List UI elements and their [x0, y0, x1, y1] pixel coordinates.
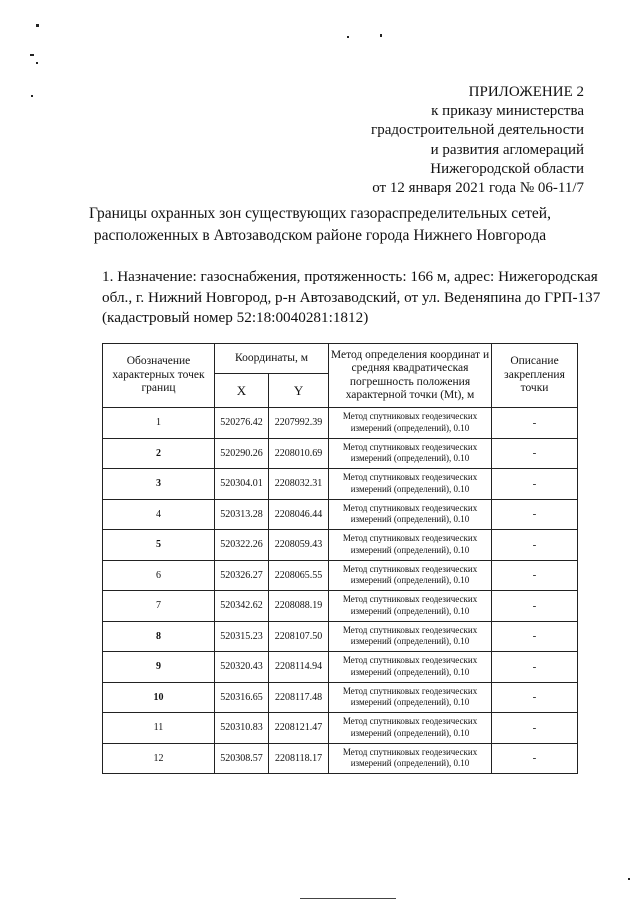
- point-number: 3: [103, 469, 215, 500]
- table-row: [103, 499, 578, 530]
- method-value: Метод спутниковых геодезических измерений (определений), 0.10: [329, 682, 492, 713]
- method-value: Метод спутниковых геодезических измерений (определений), 0.10: [329, 499, 492, 530]
- description-value: -: [492, 621, 578, 652]
- y-value: 2208118.17: [269, 743, 329, 774]
- scan-speck: [36, 62, 38, 64]
- description-value: -: [492, 591, 578, 622]
- y-value: 2207992.39: [269, 408, 329, 439]
- x-value: 520290.26: [215, 438, 269, 469]
- point-number: 6: [103, 560, 215, 591]
- scan-speck: [30, 54, 34, 56]
- point-number: 5: [103, 530, 215, 561]
- point-number: 1: [103, 408, 215, 439]
- header-x: X: [215, 374, 269, 408]
- y-value: 2208010.69: [269, 438, 329, 469]
- purpose-line: обл., г. Нижний Новгород, р-н Автозаводский, от ул. Веденяпина до ГРП-137: [102, 288, 601, 306]
- point-number: 9: [103, 652, 215, 683]
- method-value: Метод спутниковых геодезических измерений (определений), 0.10: [329, 438, 492, 469]
- header-point: Обозначение характерных точек границ: [103, 344, 215, 408]
- x-value: 520315.23: [215, 621, 269, 652]
- x-value: 520326.27: [215, 560, 269, 591]
- y-value: 2208117.48: [269, 682, 329, 713]
- scan-speck: [380, 34, 382, 37]
- page-footer-line: [300, 898, 396, 899]
- appendix-line: Нижегородской области: [430, 160, 584, 177]
- y-value: 2208121.47: [269, 713, 329, 744]
- table-row: [103, 591, 578, 622]
- point-number: 11: [103, 713, 215, 744]
- y-value: 2208065.55: [269, 560, 329, 591]
- point-number: 8: [103, 621, 215, 652]
- point-number: 2: [103, 438, 215, 469]
- title-line: расположенных в Автозаводском районе города Нижнего Новгорода: [93, 227, 547, 244]
- header-coordinates: Координаты, м: [215, 344, 329, 374]
- x-value: 520320.43: [215, 652, 269, 683]
- method-value: Метод спутниковых геодезических измерений (определений), 0.10: [329, 713, 492, 744]
- scan-speck: [347, 36, 349, 38]
- method-value: Метод спутниковых геодезических измерений (определений), 0.10: [329, 408, 492, 439]
- scan-speck: [628, 878, 630, 880]
- description-value: -: [492, 499, 578, 530]
- method-value: Метод спутниковых геодезических измерений (определений), 0.10: [329, 652, 492, 683]
- table-row: [103, 652, 578, 683]
- coordinates-table: [102, 343, 578, 774]
- x-value: 520342.62: [215, 591, 269, 622]
- description-value: -: [492, 530, 578, 561]
- table-row: [103, 621, 578, 652]
- table-row: [103, 743, 578, 774]
- y-value: 2208032.31: [269, 469, 329, 500]
- header-method: Метод определения координат и средняя квадратическая погрешность положения характерной точки (Mt), м: [329, 344, 492, 408]
- point-number: 7: [103, 591, 215, 622]
- description-value: -: [492, 713, 578, 744]
- method-value: Метод спутниковых геодезических измерений (определений), 0.10: [329, 560, 492, 591]
- table-row: [103, 682, 578, 713]
- table-row: [103, 469, 578, 500]
- point-number: 10: [103, 682, 215, 713]
- method-value: Метод спутниковых геодезических измерений (определений), 0.10: [329, 591, 492, 622]
- point-number: 12: [103, 743, 215, 774]
- appendix-header: [371, 83, 584, 198]
- purpose-paragraph: [102, 267, 601, 329]
- y-value: 2208114.94: [269, 652, 329, 683]
- description-value: -: [492, 438, 578, 469]
- table-row: [103, 713, 578, 744]
- y-value: 2208107.50: [269, 621, 329, 652]
- y-value: 2208088.19: [269, 591, 329, 622]
- table-row: [103, 438, 578, 469]
- header-y: Y: [269, 374, 329, 408]
- scan-speck: [31, 95, 33, 97]
- method-value: Метод спутниковых геодезических измерений (определений), 0.10: [329, 530, 492, 561]
- x-value: 520322.26: [215, 530, 269, 561]
- description-value: -: [492, 743, 578, 774]
- description-value: -: [492, 652, 578, 683]
- x-value: 520276.42: [215, 408, 269, 439]
- table-row: [103, 530, 578, 561]
- y-value: 2208059.43: [269, 530, 329, 561]
- appendix-line: и развития агломераций: [430, 141, 584, 158]
- appendix-order-date: от 12 января 2021 года № 06-11/7: [372, 180, 584, 197]
- description-value: -: [492, 560, 578, 591]
- purpose-line: 1. Назначение: газоснабжения, протяженность: 166 м, адрес: Нижегородская: [102, 268, 598, 285]
- description-value: -: [492, 682, 578, 713]
- x-value: 520316.65: [215, 682, 269, 713]
- method-value: Метод спутниковых геодезических измерений (определений), 0.10: [329, 469, 492, 500]
- x-value: 520308.57: [215, 743, 269, 774]
- document-title: [0, 203, 640, 247]
- appendix-line: градостроительной деятельности: [371, 122, 584, 139]
- table-row: [103, 408, 578, 439]
- y-value: 2208046.44: [269, 499, 329, 530]
- appendix-line: к приказу министерства: [431, 103, 584, 120]
- description-value: -: [492, 469, 578, 500]
- table-row: [103, 560, 578, 591]
- header-description: Описание закрепления точки: [492, 344, 578, 408]
- appendix-title: ПРИЛОЖЕНИЕ 2: [468, 84, 584, 100]
- point-number: 4: [103, 499, 215, 530]
- x-value: 520310.83: [215, 713, 269, 744]
- x-value: 520313.28: [215, 499, 269, 530]
- method-value: Метод спутниковых геодезических измерений (определений), 0.10: [329, 743, 492, 774]
- method-value: Метод спутниковых геодезических измерений (определений), 0.10: [329, 621, 492, 652]
- x-value: 520304.01: [215, 469, 269, 500]
- description-value: -: [492, 408, 578, 439]
- title-line: Границы охранных зон существующих газораспределительных сетей,: [89, 205, 551, 222]
- scan-speck: [36, 24, 39, 27]
- purpose-line: (кадастровый номер 52:18:0040281:1812): [102, 309, 369, 326]
